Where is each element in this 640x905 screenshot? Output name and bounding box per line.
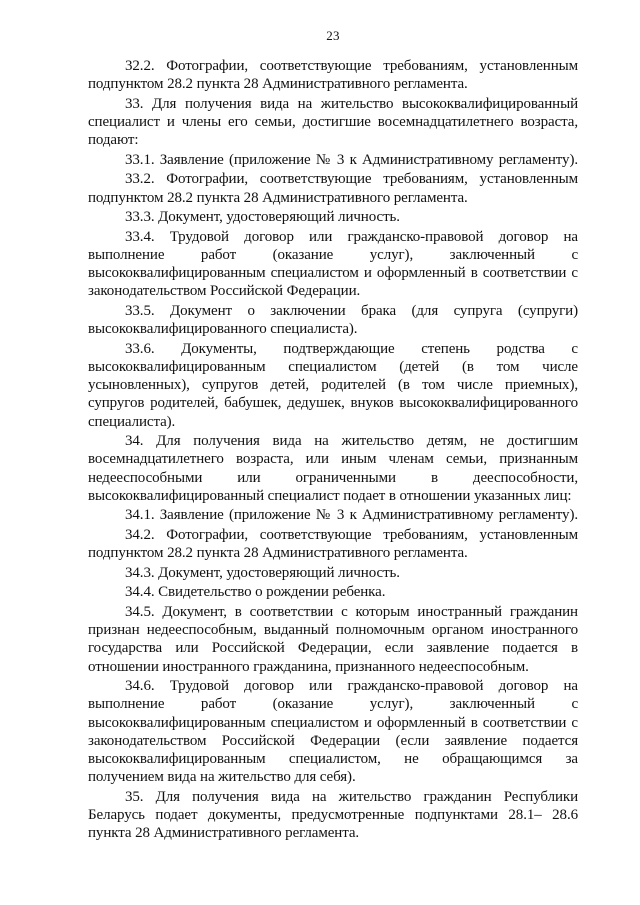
paragraph-33-1: 33.1. Заявление (приложение № 3 к Административному регламенту). <box>125 151 578 168</box>
paragraph-34-5: 34.5. Документ, в соответствии с которым иностранный гражданин признан недееспособным, выданный полномочным органом иностранного государства или Российской Федерации, если заявление подается в отношении иностранного гражданина, признанного недееспособным. <box>88 603 578 675</box>
paragraph-33: 33. Для получения вида на жительство высококвалифицированный специалист и члены его семьи, достигшие восемнадцатилетнего возраста, подают: <box>88 95 578 149</box>
paragraph-33-4: 33.4. Трудовой договор или гражданско-правовой договор на выполнение работ (оказание услуг), заключенный с высококвалифицированным специалистом и оформленный в соответствии с законодательством Российской Федерации. <box>88 228 578 300</box>
paragraph-35: 35. Для получения вида на жительство гражданин Республики Беларусь подает документы, предусмотренные подпунктами 28.1– 28.6 пункта 28 Административного регламента. <box>88 788 578 842</box>
page-number: 23 <box>326 28 340 43</box>
paragraph-34-6: 34.6. Трудовой договор или гражданско-правовой договор на выполнение работ (оказание услуг), заключенный с высококвалифицированным специалистом и оформленный в соответствии с законодательством Российской Федерации (если заявление подается высококвалифицированным специалистом, не обращающимся за получением вида на жительство для себя). <box>88 678 578 786</box>
paragraph-33-2: 33.2. Фотографии, соответствующие требованиям, установленным подпунктом 28.2 пункта 28 Административного регламента. <box>88 171 578 206</box>
paragraph-34-4: 34.4. Свидетельство о рождении ребенка. <box>125 584 386 601</box>
paragraph-34: 34. Для получения вида на жительство детям, не достигшим восемнадцатилетнего возраста, или иным членам семьи, признанным недееспособными или ограниченными в дееспособности, высококвалифицированный специалист подает в отношении указанных лиц: <box>88 433 578 504</box>
paragraph-33-6: 33.6. Документы, подтверждающие степень родства с высококвалифицированным специалистом (детей (в том числе усыновленных), супругов детей, родителей (в том числе приемных), супругов родителей, бабушек, дедушек, внуков высококвалифицированного специалиста). <box>88 340 578 430</box>
paragraph-34-1: 34.1. Заявление (приложение № 3 к Административному регламенту). <box>125 507 578 524</box>
paragraph-34-2: 34.2. Фотографии, соответствующие требованиям, установленным подпунктом 28.2 пункта 28 Административного регламента. <box>88 526 578 562</box>
paragraph-32-2: 32.2. Фотографии, соответствующие требованиям, установленным подпунктом 28.2 пункта 28 Административного регламента. <box>88 58 578 93</box>
paragraph-34-3: 34.3. Документ, удостоверяющий личность. <box>125 564 400 581</box>
paragraph-33-3: 33.3. Документ, удостоверяющий личность. <box>125 209 400 226</box>
paragraph-33-5: 33.5. Документ о заключении брака (для супруга (супруги) высококвалифицированного специалиста). <box>88 302 578 338</box>
